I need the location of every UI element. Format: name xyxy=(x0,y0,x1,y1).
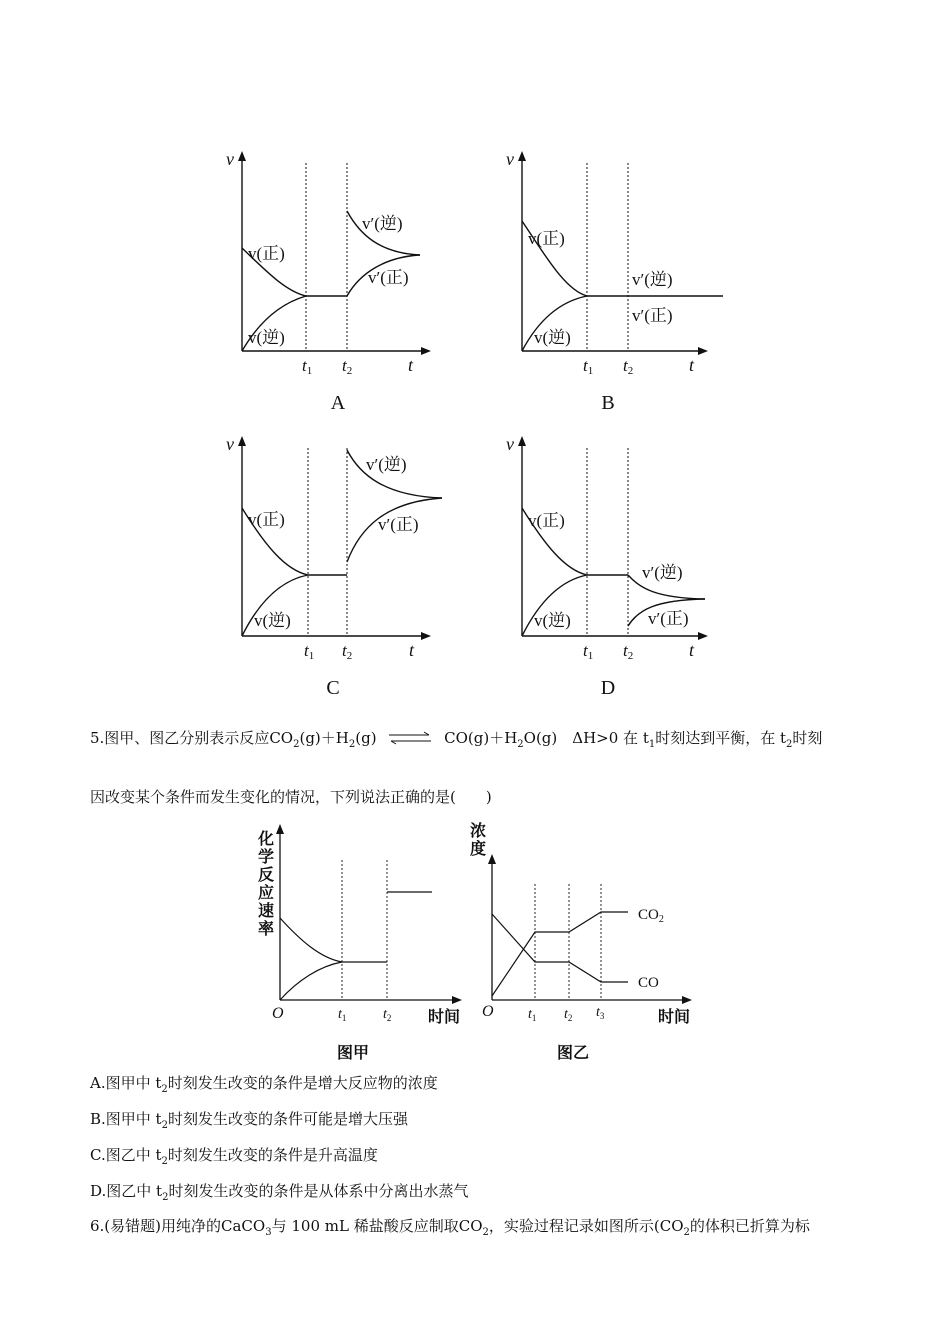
upper-initial-label: v(正) xyxy=(248,244,285,263)
option-b[interactable]: B.图甲中 $t_2$时刻发生改变的条件可能是增大压强 xyxy=(90,1110,408,1131)
lower-after-label: v′(正) xyxy=(632,306,673,325)
lower-after-label: v′(正) xyxy=(648,609,689,628)
co-series-label: CO xyxy=(638,975,659,991)
t2-tick: t2 xyxy=(342,641,353,662)
t2-tick: t2 xyxy=(342,356,353,377)
lower-initial-label: v(逆) xyxy=(248,328,285,347)
x-axis-label: 时间 xyxy=(658,1007,691,1026)
option-c[interactable]: C.图乙中 $t_2$时刻发生改变的条件是升高温度 xyxy=(90,1146,378,1167)
t3-tick: $t_3$ xyxy=(596,1005,605,1021)
upper-initial-label: v(正) xyxy=(248,510,285,529)
graph-d xyxy=(490,430,730,660)
axis-t-label: t xyxy=(689,355,695,375)
lower-initial-label: v(逆) xyxy=(254,611,291,630)
q6-stem: 6.(易错题)用纯净的CaCO$_3$与 100 mL 稀盐酸反应制取$CO_2$，实验过程记录如图所示($CO_2$的体积已折算为标 xyxy=(90,1217,810,1238)
q5-stem-line1: 5.图甲、图乙分别表示反应$CO_2(g)+H_2(g)$ $CO(g)+H_2O(g)$ ΔH>0 在 $t_1$时刻达到平衡，在 $t_2$时刻 xyxy=(90,729,823,750)
fig-yi-caption: 图乙 xyxy=(557,1043,590,1062)
t2-tick: t2 xyxy=(623,641,634,662)
graph-b-caption: B xyxy=(601,392,615,414)
fig-yi-chart xyxy=(476,820,706,1030)
t1-tick: t1 xyxy=(302,356,313,377)
axis-t-label: t xyxy=(409,640,415,660)
axis-t-label: t xyxy=(408,355,414,375)
upper-after-label: v′(逆) xyxy=(362,214,403,233)
graph-c xyxy=(210,430,450,660)
upper-initial-label: v(正) xyxy=(528,511,565,530)
axis-v-label: v xyxy=(226,434,234,454)
lower-initial-label: v(逆) xyxy=(534,611,571,630)
upper-after-label: v′(逆) xyxy=(632,270,673,289)
origin-label: O xyxy=(482,1003,494,1020)
equilibrium-arrow-icon xyxy=(387,730,433,744)
upper-initial-label: v(正) xyxy=(528,229,565,248)
lower-initial-label: v(逆) xyxy=(534,328,571,347)
option-a[interactable]: A.图甲中 $t_2$时刻发生改变的条件是增大反应物的浓度 xyxy=(90,1074,438,1095)
t1-tick: t1 xyxy=(583,356,594,377)
axis-v-label: v xyxy=(226,149,234,169)
axis-t-label: t xyxy=(689,640,695,660)
lower-after-label: v′(正) xyxy=(378,515,419,534)
fig-jia-chart xyxy=(260,820,470,1030)
axis-v-label: v xyxy=(506,149,514,169)
fig-jia-caption: 图甲 xyxy=(337,1043,370,1062)
lower-after-label: v′(正) xyxy=(368,268,409,287)
option-d[interactable]: D.图乙中 $t_2$时刻发生改变的条件是从体系中分离出水蒸气 xyxy=(90,1182,469,1203)
fig-yi-y-label: 浓 度 xyxy=(470,821,487,858)
origin-label: O xyxy=(272,1005,284,1022)
t1-tick: $t_1$ xyxy=(528,1007,537,1023)
t2-tick: $t_2$ xyxy=(383,1007,392,1023)
axis-v-label: v xyxy=(506,434,514,454)
graph-c-caption: C xyxy=(326,677,340,699)
upper-after-label: v′(逆) xyxy=(366,455,407,474)
graph-a-caption: A xyxy=(330,392,346,414)
t2-tick: t2 xyxy=(623,356,634,377)
graph-d-caption: D xyxy=(600,677,616,699)
x-axis-label: 时间 xyxy=(428,1007,461,1026)
t1-tick: t1 xyxy=(583,641,594,662)
upper-after-label: v′(逆) xyxy=(642,563,683,582)
t1-tick: t1 xyxy=(304,641,315,662)
t1-tick: $t_1$ xyxy=(338,1007,347,1023)
t2-tick: $t_2$ xyxy=(564,1007,573,1023)
graph-a xyxy=(210,145,450,375)
fig-jia-y-label: 化 学 反 应 速 率 xyxy=(258,829,275,938)
co2-series-label: $CO_2$ xyxy=(638,907,664,925)
graph-b xyxy=(490,145,730,375)
q5-stem-line2: 因改变某个条件而发生变化的情况，下列说法正确的是( ) xyxy=(90,788,492,806)
